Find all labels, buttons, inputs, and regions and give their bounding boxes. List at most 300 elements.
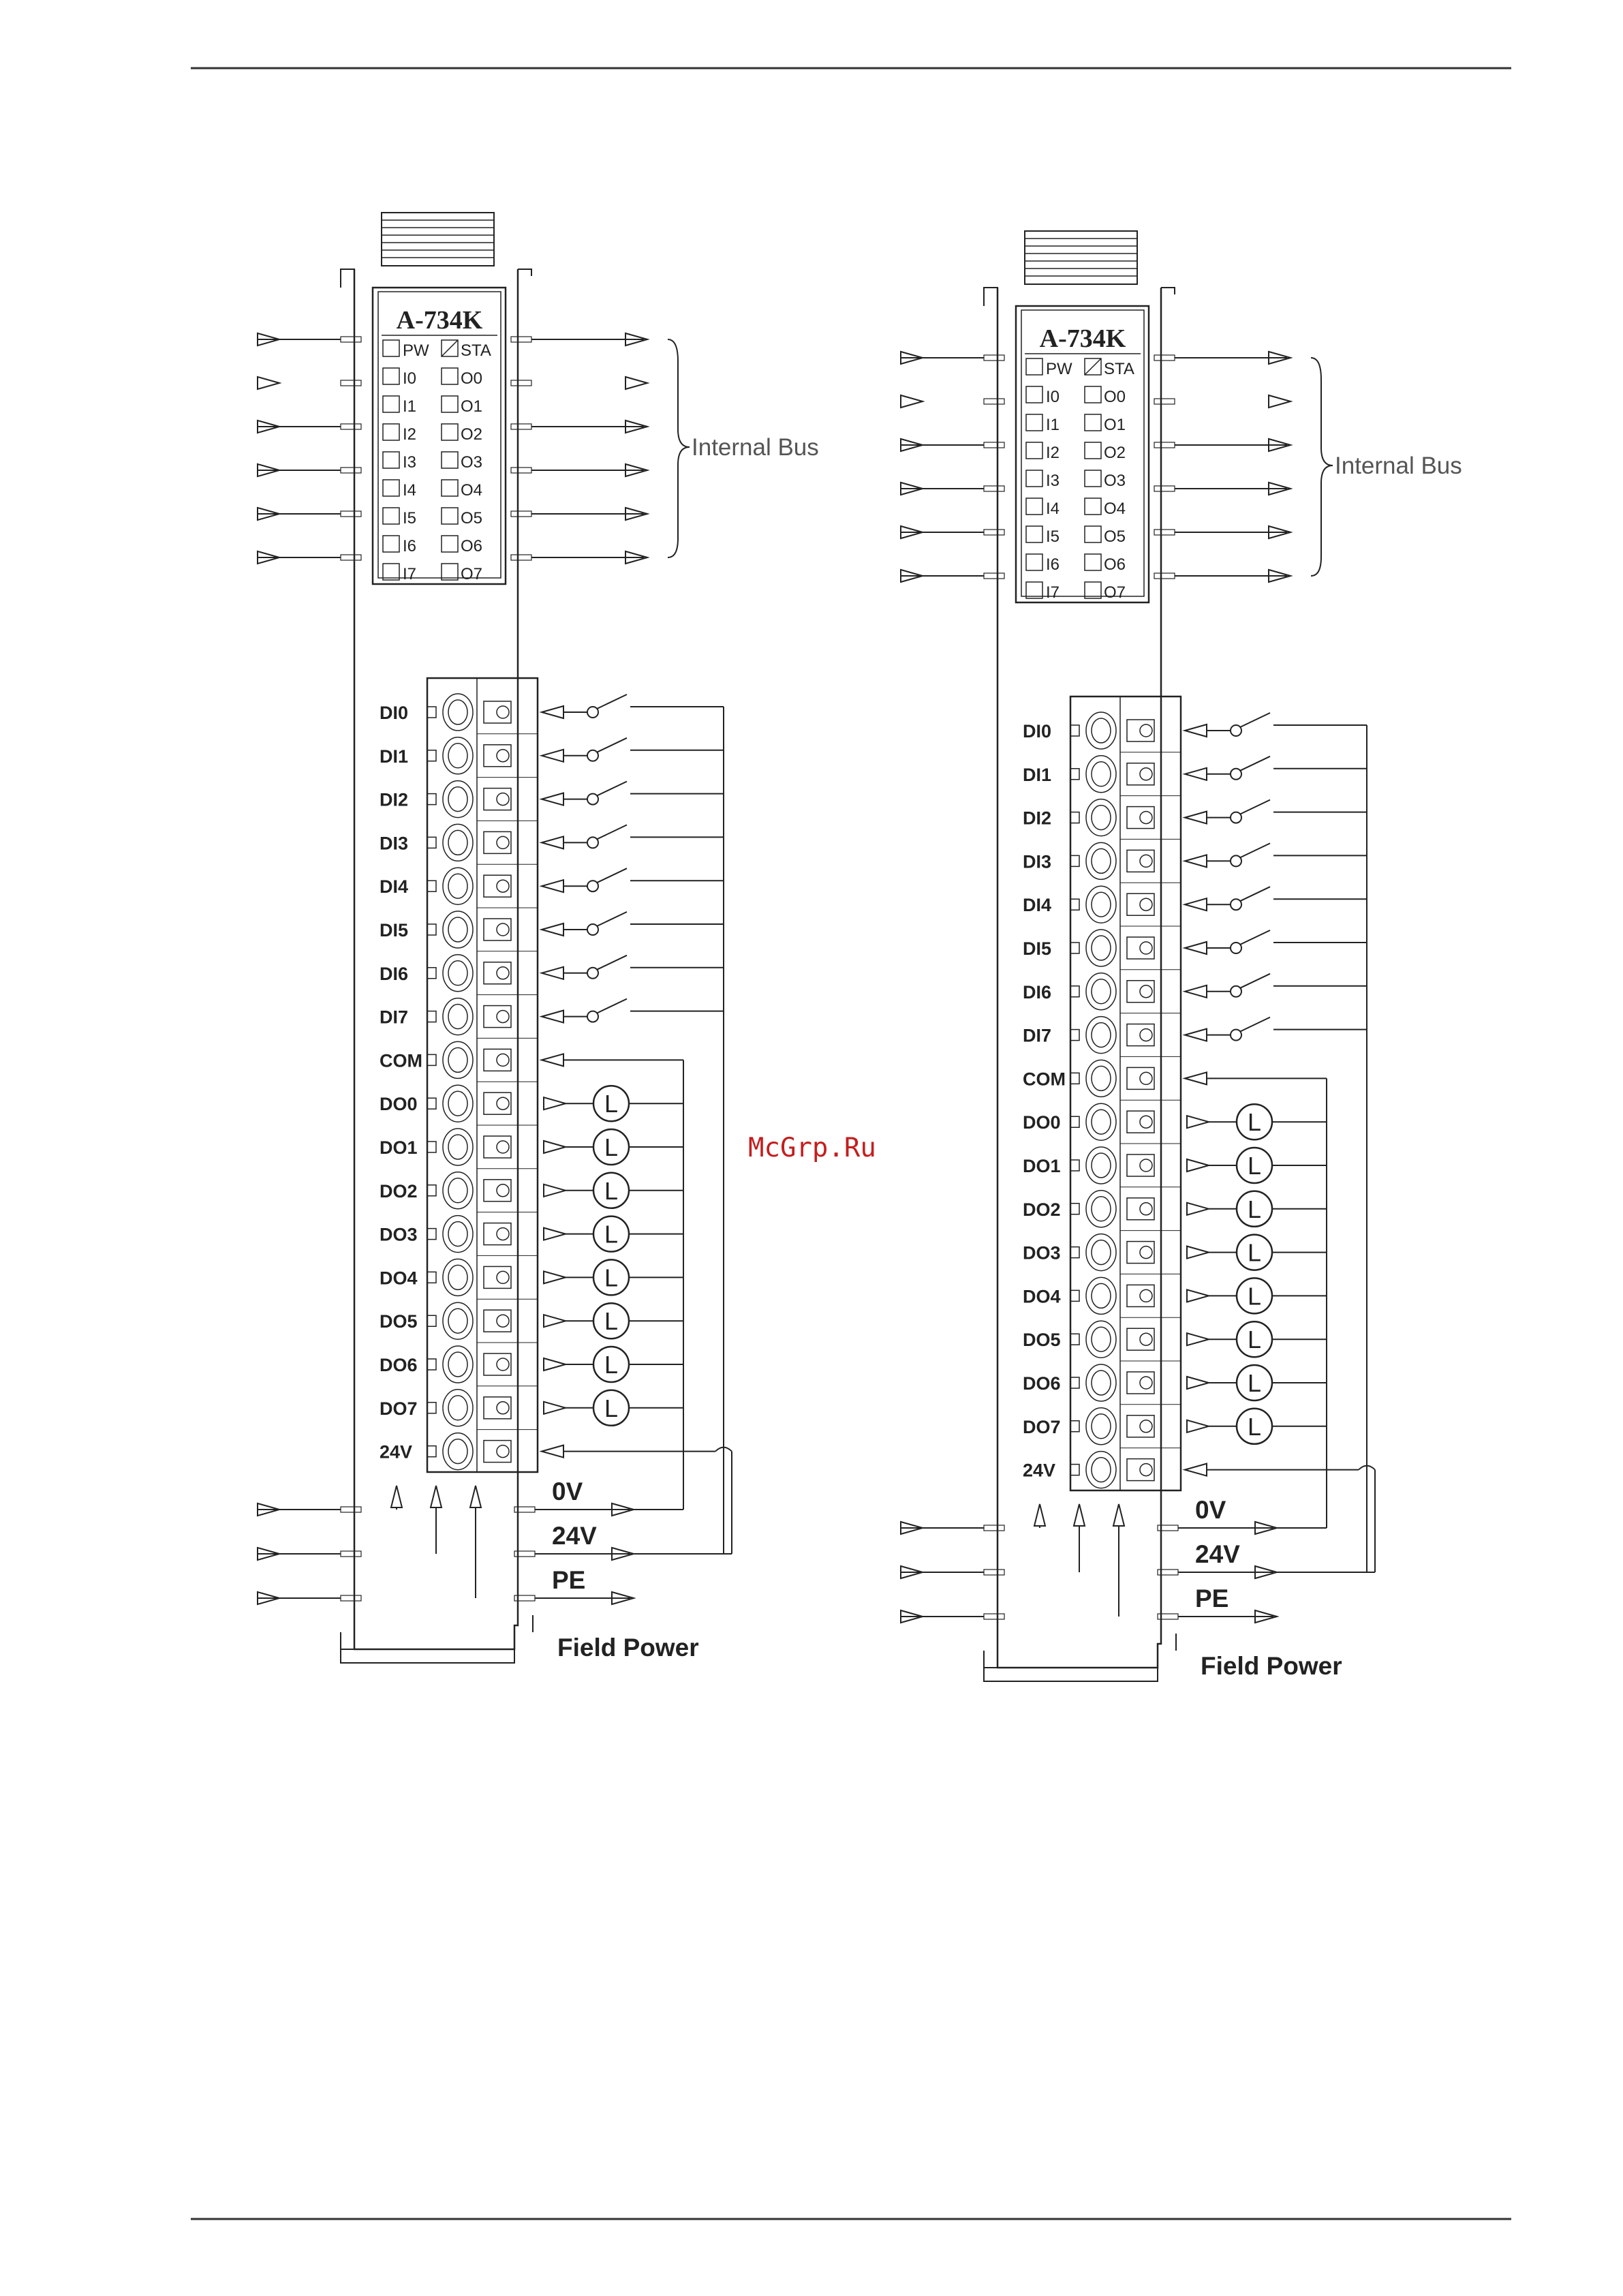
terminal-screw-inner bbox=[448, 874, 467, 898]
terminal-clamp bbox=[484, 789, 511, 810]
do-output-arrow bbox=[544, 1184, 566, 1197]
led-indicator bbox=[1026, 498, 1042, 515]
led-label: I6 bbox=[1046, 555, 1060, 574]
terminal-clamp bbox=[1127, 1372, 1154, 1394]
terminal-pin bbox=[497, 1054, 509, 1066]
terminal-label: DI0 bbox=[1023, 721, 1052, 741]
led-label: O0 bbox=[1104, 388, 1126, 406]
terminal-label: 24V bbox=[1023, 1460, 1056, 1481]
terminal-pin bbox=[1140, 1289, 1152, 1302]
led-indicator bbox=[442, 508, 458, 524]
terminal-screw-inner bbox=[448, 1005, 467, 1029]
terminal-pin bbox=[1140, 768, 1152, 780]
terminal-screw-inner bbox=[1092, 892, 1111, 917]
terminal-screw bbox=[443, 1390, 473, 1426]
switch-blade bbox=[1240, 800, 1270, 814]
terminal-notch bbox=[428, 1403, 436, 1413]
terminal-clamp bbox=[484, 1310, 511, 1332]
model-label: A-734K bbox=[1039, 324, 1126, 353]
bus-connector bbox=[1025, 231, 1137, 284]
led-label: O6 bbox=[1104, 555, 1126, 574]
terminal-screw-inner bbox=[448, 1396, 467, 1420]
terminal-pin bbox=[497, 836, 509, 848]
power-pin bbox=[984, 1614, 1004, 1619]
terminal-screw-inner bbox=[448, 917, 467, 942]
terminal-clamp bbox=[484, 1223, 511, 1245]
model-label: A-734K bbox=[396, 306, 483, 335]
terminal-notch bbox=[428, 881, 436, 891]
terminal-pin bbox=[497, 880, 509, 892]
di-input-arrow bbox=[542, 880, 563, 892]
terminal-notch bbox=[428, 1272, 436, 1283]
terminal-screw-inner bbox=[448, 744, 467, 768]
bus-pin bbox=[511, 468, 531, 473]
terminal-screw bbox=[443, 1216, 473, 1253]
terminal-screw-inner bbox=[448, 1265, 467, 1289]
terminal-screw bbox=[1086, 973, 1116, 1010]
terminal-clamp bbox=[484, 701, 511, 723]
terminal-label: DO4 bbox=[1023, 1286, 1061, 1307]
terminal-screw-inner bbox=[448, 1308, 467, 1333]
load-symbol-label: L bbox=[604, 1351, 619, 1379]
terminal-clamp bbox=[1127, 1242, 1154, 1264]
terminal-clamp bbox=[484, 1006, 511, 1028]
led-label: O1 bbox=[461, 397, 483, 416]
bus-pin bbox=[341, 337, 361, 342]
led-indicator bbox=[1026, 386, 1042, 403]
led-label: O3 bbox=[1104, 472, 1126, 490]
terminal-clamp bbox=[484, 962, 511, 984]
switch-blade bbox=[597, 782, 627, 796]
led-indicator bbox=[1085, 470, 1101, 487]
led-indicator bbox=[1085, 554, 1101, 570]
terminal-pin bbox=[1140, 1116, 1152, 1128]
terminal-notch bbox=[428, 707, 436, 718]
terminal-notch bbox=[428, 968, 436, 979]
terminal-notch bbox=[1071, 986, 1079, 997]
terminal-screw-inner bbox=[448, 1178, 467, 1203]
terminal-label: DO3 bbox=[1023, 1242, 1061, 1264]
led-label: O2 bbox=[461, 425, 483, 444]
terminal-notch bbox=[1071, 899, 1079, 910]
terminal-clamp bbox=[484, 1092, 511, 1114]
terminal-notch bbox=[428, 1359, 436, 1370]
terminal-label: DI6 bbox=[1023, 981, 1052, 1002]
terminal-screw bbox=[443, 824, 473, 861]
switch-blade bbox=[597, 868, 627, 883]
do-output-arrow bbox=[544, 1402, 566, 1414]
terminal-label: DI3 bbox=[1023, 851, 1052, 872]
led-label: O5 bbox=[461, 509, 483, 527]
terminal-notch bbox=[1071, 1204, 1079, 1214]
led-label: I3 bbox=[403, 453, 417, 472]
terminal-screw bbox=[1086, 1060, 1116, 1097]
led-indicator bbox=[383, 452, 399, 468]
terminal-notch bbox=[1071, 769, 1079, 780]
led-label: I7 bbox=[1046, 583, 1060, 602]
do-output-arrow bbox=[544, 1228, 566, 1240]
bus-input-arrow bbox=[901, 395, 923, 408]
bus-pin bbox=[511, 511, 531, 517]
load-symbol-label: L bbox=[1247, 1108, 1262, 1137]
terminal-screw-inner bbox=[448, 700, 467, 724]
module-housing bbox=[354, 269, 518, 1649]
load-symbol-label: L bbox=[1247, 1412, 1262, 1441]
power-label: 24V bbox=[1195, 1540, 1240, 1568]
terminal-screw bbox=[443, 1346, 473, 1383]
switch-contact bbox=[1231, 855, 1241, 866]
di-input-arrow bbox=[542, 706, 563, 718]
terminal-screw-inner bbox=[1092, 979, 1111, 1004]
terminal-pin bbox=[1140, 1072, 1152, 1084]
led-indicator bbox=[1085, 386, 1101, 403]
terminal-label: DI1 bbox=[380, 746, 409, 767]
terminal-pin bbox=[497, 1141, 509, 1153]
load-symbol-label: L bbox=[604, 1220, 619, 1249]
switch-blade bbox=[1240, 843, 1270, 857]
v24-arrow bbox=[542, 1445, 563, 1458]
led-label: I0 bbox=[403, 369, 417, 388]
switch-contact bbox=[1231, 899, 1241, 910]
terminal-screw-inner bbox=[1092, 1109, 1111, 1134]
terminal-screw bbox=[443, 998, 473, 1035]
bus-pin bbox=[341, 380, 361, 386]
terminal-notch bbox=[1071, 1160, 1079, 1171]
do-output-arrow bbox=[1187, 1420, 1209, 1433]
led-indicator bbox=[1085, 498, 1101, 515]
terminal-pin bbox=[497, 1445, 509, 1458]
led-indicator bbox=[383, 536, 399, 552]
terminal-clamp bbox=[1127, 1024, 1154, 1046]
switch-blade bbox=[597, 999, 627, 1013]
right-latch-top bbox=[518, 269, 531, 276]
terminal-screw-inner bbox=[448, 830, 467, 855]
module-foot bbox=[984, 1651, 1158, 1681]
left-latch-top bbox=[341, 269, 354, 288]
terminal-screw bbox=[443, 694, 473, 731]
terminal-screw bbox=[1086, 712, 1116, 749]
terminal-screw bbox=[443, 911, 473, 948]
terminal-label: DO6 bbox=[380, 1355, 418, 1375]
terminal-pin bbox=[1140, 942, 1152, 954]
terminal-screw bbox=[443, 1302, 473, 1339]
di-input-arrow bbox=[542, 923, 563, 936]
switch-contact bbox=[1231, 769, 1241, 780]
led-label: I1 bbox=[403, 397, 417, 416]
power-label: 24V bbox=[552, 1522, 597, 1550]
load-symbol-label: L bbox=[1247, 1152, 1262, 1180]
terminal-block bbox=[427, 678, 538, 1472]
terminal-clamp bbox=[484, 1441, 511, 1463]
terminal-screw bbox=[1086, 1452, 1116, 1488]
terminal-pin bbox=[497, 1271, 509, 1283]
led-label: O1 bbox=[1104, 416, 1126, 434]
switch-contact bbox=[587, 968, 598, 979]
terminal-notch bbox=[428, 1054, 436, 1065]
terminal-clamp bbox=[1127, 981, 1154, 1002]
led-indicator bbox=[383, 396, 399, 412]
bus-brace bbox=[668, 339, 690, 557]
load-symbol-label: L bbox=[1247, 1195, 1262, 1223]
terminal-screw bbox=[1086, 1234, 1116, 1271]
switch-contact bbox=[1231, 943, 1241, 953]
terminal-pin bbox=[497, 1228, 509, 1240]
terminal-label: DI2 bbox=[1023, 808, 1052, 829]
bus-output-arrow bbox=[1269, 395, 1290, 408]
terminal-label: DI5 bbox=[380, 920, 409, 940]
terminal-notch bbox=[1071, 1116, 1079, 1127]
bus-brace bbox=[1311, 358, 1333, 576]
terminal-screw bbox=[443, 1433, 473, 1470]
load-symbol-label: L bbox=[1247, 1238, 1262, 1267]
led-label: PW bbox=[403, 341, 429, 360]
di-input-arrow bbox=[1185, 855, 1207, 867]
terminal-screw-inner bbox=[448, 1352, 467, 1377]
terminal-screw-inner bbox=[1092, 1240, 1111, 1265]
led-indicator bbox=[1026, 414, 1042, 431]
field-power-arrow bbox=[391, 1486, 402, 1507]
led-indicator bbox=[383, 480, 399, 496]
terminal-notch bbox=[1071, 1465, 1079, 1475]
load-symbol-label: L bbox=[604, 1176, 619, 1205]
terminal-clamp bbox=[484, 1397, 511, 1419]
wiring-diagram-right bbox=[901, 231, 1462, 1681]
field-power-label: Field Power bbox=[1201, 1652, 1342, 1680]
terminal-label: 24V bbox=[380, 1441, 413, 1463]
led-label: I7 bbox=[403, 565, 417, 583]
load-symbol-label: L bbox=[604, 1394, 619, 1422]
di-input-arrow bbox=[1185, 812, 1207, 824]
bus-pin bbox=[1154, 355, 1175, 361]
terminal-label: DO7 bbox=[1023, 1416, 1061, 1437]
terminal-notch bbox=[428, 750, 436, 761]
di-input-arrow bbox=[1185, 724, 1207, 737]
terminal-label: DO5 bbox=[380, 1311, 418, 1332]
bus-pin bbox=[341, 424, 361, 429]
terminal-pin bbox=[497, 1315, 509, 1327]
terminal-clamp bbox=[1127, 807, 1154, 829]
di-input-arrow bbox=[542, 793, 563, 806]
terminal-clamp bbox=[484, 1180, 511, 1201]
do-output-arrow bbox=[1187, 1203, 1209, 1215]
switch-contact bbox=[587, 1011, 598, 1022]
terminal-screw bbox=[443, 1259, 473, 1296]
do-output-arrow bbox=[1187, 1289, 1209, 1302]
terminal-pin bbox=[1140, 1203, 1152, 1215]
watermark: McGrp.Ru bbox=[748, 1133, 876, 1163]
led-indicator bbox=[1085, 442, 1101, 459]
terminal-clamp bbox=[1127, 1328, 1154, 1350]
terminal-notch bbox=[428, 1229, 436, 1240]
power-pin bbox=[984, 1525, 1004, 1531]
terminal-notch bbox=[1071, 725, 1079, 736]
terminal-notch bbox=[428, 1098, 436, 1109]
terminal-screw-inner bbox=[448, 1222, 467, 1246]
terminal-pin bbox=[497, 1402, 509, 1414]
led-indicator bbox=[442, 368, 458, 384]
terminal-notch bbox=[428, 1142, 436, 1152]
terminal-pin bbox=[1140, 1333, 1152, 1345]
terminal-screw-inner bbox=[448, 1439, 467, 1464]
terminal-screw bbox=[1086, 930, 1116, 966]
terminal-pin bbox=[497, 967, 509, 979]
led-label: O4 bbox=[1104, 500, 1126, 518]
terminal-screw-inner bbox=[1092, 1327, 1111, 1351]
power-pin bbox=[984, 1570, 1004, 1575]
bus-pin bbox=[511, 555, 531, 560]
terminal-clamp bbox=[484, 919, 511, 940]
switch-blade bbox=[597, 955, 627, 970]
terminal-pin bbox=[1140, 985, 1152, 998]
terminal-label: DI4 bbox=[380, 876, 409, 898]
terminal-block bbox=[1070, 697, 1181, 1490]
switch-contact bbox=[587, 750, 598, 761]
terminal-pin bbox=[1140, 898, 1152, 910]
terminal-label: DO4 bbox=[380, 1268, 418, 1289]
do-output-arrow bbox=[1187, 1333, 1209, 1345]
switch-blade bbox=[597, 738, 627, 752]
di-input-arrow bbox=[1185, 898, 1207, 910]
terminal-screw-inner bbox=[1092, 1414, 1111, 1439]
load-symbol-label: L bbox=[1247, 1326, 1262, 1354]
terminal-screw-inner bbox=[1092, 1066, 1111, 1090]
led-label: O5 bbox=[1104, 527, 1126, 546]
led-label: O4 bbox=[461, 481, 483, 500]
terminal-pin bbox=[497, 1011, 509, 1023]
sta-slash bbox=[442, 340, 458, 356]
terminal-pin bbox=[1140, 1159, 1152, 1172]
terminal-screw-inner bbox=[1092, 848, 1111, 873]
terminal-pin bbox=[1140, 1029, 1152, 1041]
terminal-screw-inner bbox=[1092, 1458, 1111, 1482]
bus-label: Internal Bus bbox=[692, 434, 819, 461]
terminal-pin bbox=[1140, 1246, 1152, 1259]
do-output-arrow bbox=[544, 1097, 566, 1109]
terminal-clamp bbox=[1127, 1111, 1154, 1133]
bus-pin bbox=[511, 380, 531, 386]
terminal-pin bbox=[497, 706, 509, 718]
led-indicator bbox=[383, 508, 399, 524]
switch-contact bbox=[1231, 1030, 1241, 1041]
right-latch-top bbox=[1161, 288, 1175, 294]
di-input-arrow bbox=[542, 967, 563, 979]
terminal-screw bbox=[443, 1041, 473, 1078]
terminal-label: DI2 bbox=[380, 789, 409, 810]
di-input-arrow bbox=[542, 1011, 563, 1023]
terminal-screw-inner bbox=[448, 1091, 467, 1116]
power-pin bbox=[341, 1551, 361, 1557]
terminal-screw bbox=[443, 781, 473, 818]
led-label: I2 bbox=[1046, 444, 1060, 462]
terminal-notch bbox=[428, 1315, 436, 1326]
terminal-label: DO2 bbox=[380, 1180, 418, 1201]
led-label: I0 bbox=[1046, 388, 1060, 406]
terminal-pin bbox=[1140, 812, 1152, 824]
terminal-notch bbox=[428, 794, 436, 805]
terminal-screw-inner bbox=[1092, 1153, 1111, 1178]
di-input-arrow bbox=[1185, 1029, 1207, 1041]
terminal-screw-inner bbox=[1092, 718, 1111, 743]
terminal-clamp bbox=[484, 1353, 511, 1375]
terminal-pin bbox=[497, 750, 509, 762]
terminal-label: COM bbox=[1023, 1069, 1066, 1090]
terminal-screw-inner bbox=[1092, 1197, 1111, 1221]
bus-pin bbox=[341, 468, 361, 473]
bus-pin bbox=[984, 486, 1004, 491]
power-label: 0V bbox=[552, 1478, 583, 1505]
terminal-label: DI1 bbox=[1023, 764, 1052, 785]
bus-pin bbox=[984, 399, 1004, 404]
led-label: O6 bbox=[461, 537, 483, 555]
terminal-notch bbox=[1071, 1421, 1079, 1432]
bus-pin bbox=[1154, 442, 1175, 448]
led-indicator bbox=[383, 340, 399, 356]
bus-pin bbox=[984, 530, 1004, 535]
do-output-arrow bbox=[1187, 1116, 1209, 1128]
bus-pin bbox=[1154, 399, 1175, 404]
terminal-label: DO5 bbox=[1023, 1330, 1061, 1351]
terminal-clamp bbox=[1127, 720, 1154, 741]
terminal-notch bbox=[428, 837, 436, 848]
terminal-label: DO1 bbox=[380, 1137, 418, 1158]
terminal-screw bbox=[1086, 1408, 1116, 1445]
module-housing bbox=[998, 288, 1161, 1668]
terminal-clamp bbox=[484, 1136, 511, 1158]
terminal-clamp bbox=[1127, 1285, 1154, 1306]
switch-blade bbox=[597, 912, 627, 926]
led-indicator bbox=[442, 396, 458, 412]
terminal-label: DI0 bbox=[380, 703, 409, 723]
terminal-label: DO2 bbox=[1023, 1199, 1061, 1220]
terminal-notch bbox=[428, 1185, 436, 1196]
power-pin bbox=[341, 1507, 361, 1512]
bus-pin bbox=[511, 424, 531, 429]
terminal-notch bbox=[1071, 1030, 1079, 1041]
terminal-screw bbox=[1086, 756, 1116, 793]
led-label: O3 bbox=[461, 453, 483, 472]
switch-blade bbox=[1240, 930, 1270, 945]
terminal-screw bbox=[443, 955, 473, 992]
bus-pin bbox=[1154, 530, 1175, 535]
terminal-screw-inner bbox=[1092, 1371, 1111, 1395]
terminal-notch bbox=[1071, 1073, 1079, 1084]
v24-arrow bbox=[1185, 1464, 1207, 1476]
terminal-pin bbox=[1140, 1420, 1152, 1433]
terminal-screw bbox=[1086, 799, 1116, 836]
terminal-screw-inner bbox=[448, 961, 467, 985]
led-label: STA bbox=[461, 341, 491, 360]
terminal-screw-inner bbox=[448, 1135, 467, 1159]
do-output-arrow bbox=[544, 1271, 566, 1283]
led-indicator bbox=[442, 536, 458, 552]
terminal-label: DI4 bbox=[1023, 895, 1052, 916]
bus-pin bbox=[1154, 573, 1175, 579]
terminal-pin bbox=[497, 923, 509, 936]
do-output-arrow bbox=[544, 1315, 566, 1327]
do-output-arrow bbox=[544, 1141, 566, 1153]
led-indicator bbox=[442, 424, 458, 440]
terminal-screw bbox=[1086, 1191, 1116, 1227]
terminal-clamp bbox=[1127, 1067, 1154, 1089]
led-indicator bbox=[1026, 470, 1042, 487]
led-indicator bbox=[1026, 442, 1042, 459]
switch-contact bbox=[1231, 812, 1241, 823]
terminal-screw bbox=[443, 1172, 473, 1209]
terminal-clamp bbox=[1127, 1198, 1154, 1220]
field-power-arrow bbox=[1113, 1504, 1124, 1526]
terminal-screw bbox=[1086, 1103, 1116, 1140]
terminal-label: DO0 bbox=[1023, 1112, 1061, 1133]
